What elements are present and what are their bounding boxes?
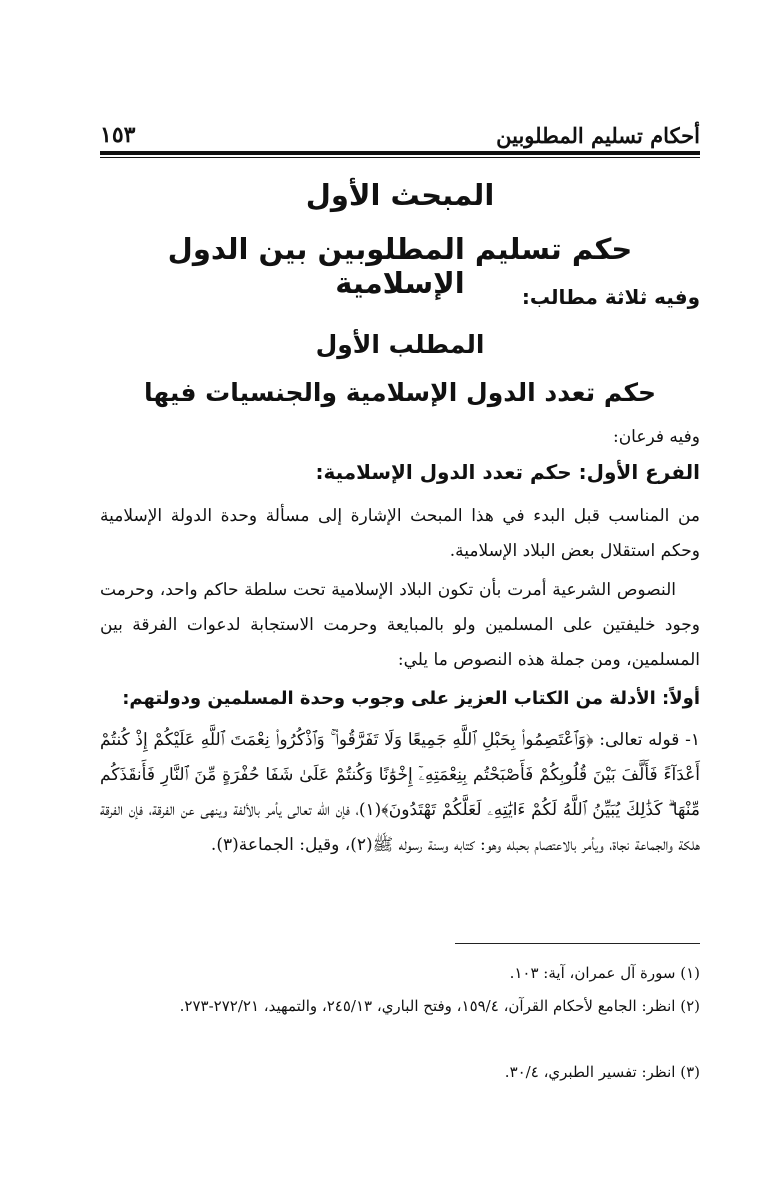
subsection-heading: المطلب الأول — [315, 330, 485, 359]
evidence-heading: أولاً: الأدلة من الكتاب العزيز على وجوب وحدة المسلمين ودولتهم: — [122, 688, 700, 709]
footnote-2: (٢) انظر: الجامع لأحكام القرآن، ١٥٩/٤، وفتح الباري، ٢٤٥/١٣، والتمهيد، ٢٧٢/٢١-٢٧٣. — [179, 997, 700, 1015]
subsection-title: حكم تعدد الدول الإسلامية والجنسيات فيها — [143, 378, 656, 407]
footnote-separator — [455, 943, 700, 944]
running-header — [100, 112, 700, 148]
footnote-3: (٣) انظر: تفسير الطبري، ٣٠/٤. — [504, 1063, 700, 1081]
paragraph-1: من المناسب قبل البدء في هذا المبحث الإشارة إلى مسألة وحدة الدولة الإسلامية وحكم استقلال بعض البلاد الإسلامية. — [100, 506, 700, 561]
paragraph-2: النصوص الشرعية أمرت بأن تكون البلاد الإسلامية تحت سلطة حاكم واحد، وحرمت وجود خليفتين على المسلمين ولو بالمبايعة وحرمت الاستجابة لدعوات الفرقة بين المسلمين، ومن جملة هذه النصوص ما يلي: — [100, 580, 700, 670]
paragraph-3-quran: ١- قوله تعالى: ﴿وَٱعْتَصِمُوا۟ بِحَبْلِ ٱللَّهِ جَمِيعًا وَلَا تَفَرَّقُوا۟ ۚ وَٱذْكُرُوا۟ نِعْمَتَ ٱللَّهِ عَلَيْكُمْ إِذْ كُنتُمْ أَعْدَآءً فَأَلَّفَ بَيْنَ قُلُوبِكُمْ فَأَصْبَحْتُم بِنِعْمَتِهِۦٓ إِخْوَٰنًا وَكُنتُمْ عَلَىٰ شَفَا حُفْرَةٍ مِّنَ ٱلنَّارِ فَأَنقَذَكُم مِّنْهَا ۗ كَذَٰلِكَ يُبَيِّنُ ٱللَّهُ لَكُمْ ءَايَٰتِهِۦ لَعَلَّكُمْ تَهْتَدُونَ﴾(١)، فإن الله تعالى يأمر بالألفة وينهى عن الفرقة، فإن الفرقة هلكة والجماعة نجاة، ويأمر بالاعتصام بحبله وهو: كتابه وسنة رسوله ﷺ(٢)، وقيل: الجماعة(٣). — [100, 730, 700, 855]
header-rule-thin — [100, 157, 700, 158]
section-title: حكم تسليم المطلوبين بين الدول الإسلامية — [167, 232, 633, 300]
subsection-intro: وفيه فرعان: — [612, 427, 700, 447]
branch-title: الفرع الأول: حكم تعدد الدول الإسلامية: — [315, 460, 700, 484]
section-intro: وفيه ثلاثة مطالب: — [521, 285, 700, 309]
running-title: أحكام تسليم المطلوبين — [496, 123, 700, 148]
footnote-1: (١) سورة آل عمران، آية: ١٠٣. — [509, 964, 700, 982]
page-number: ١٥٣ — [100, 122, 136, 148]
section-heading: المبحث الأول — [305, 178, 495, 212]
header-rule-thick — [100, 151, 700, 155]
